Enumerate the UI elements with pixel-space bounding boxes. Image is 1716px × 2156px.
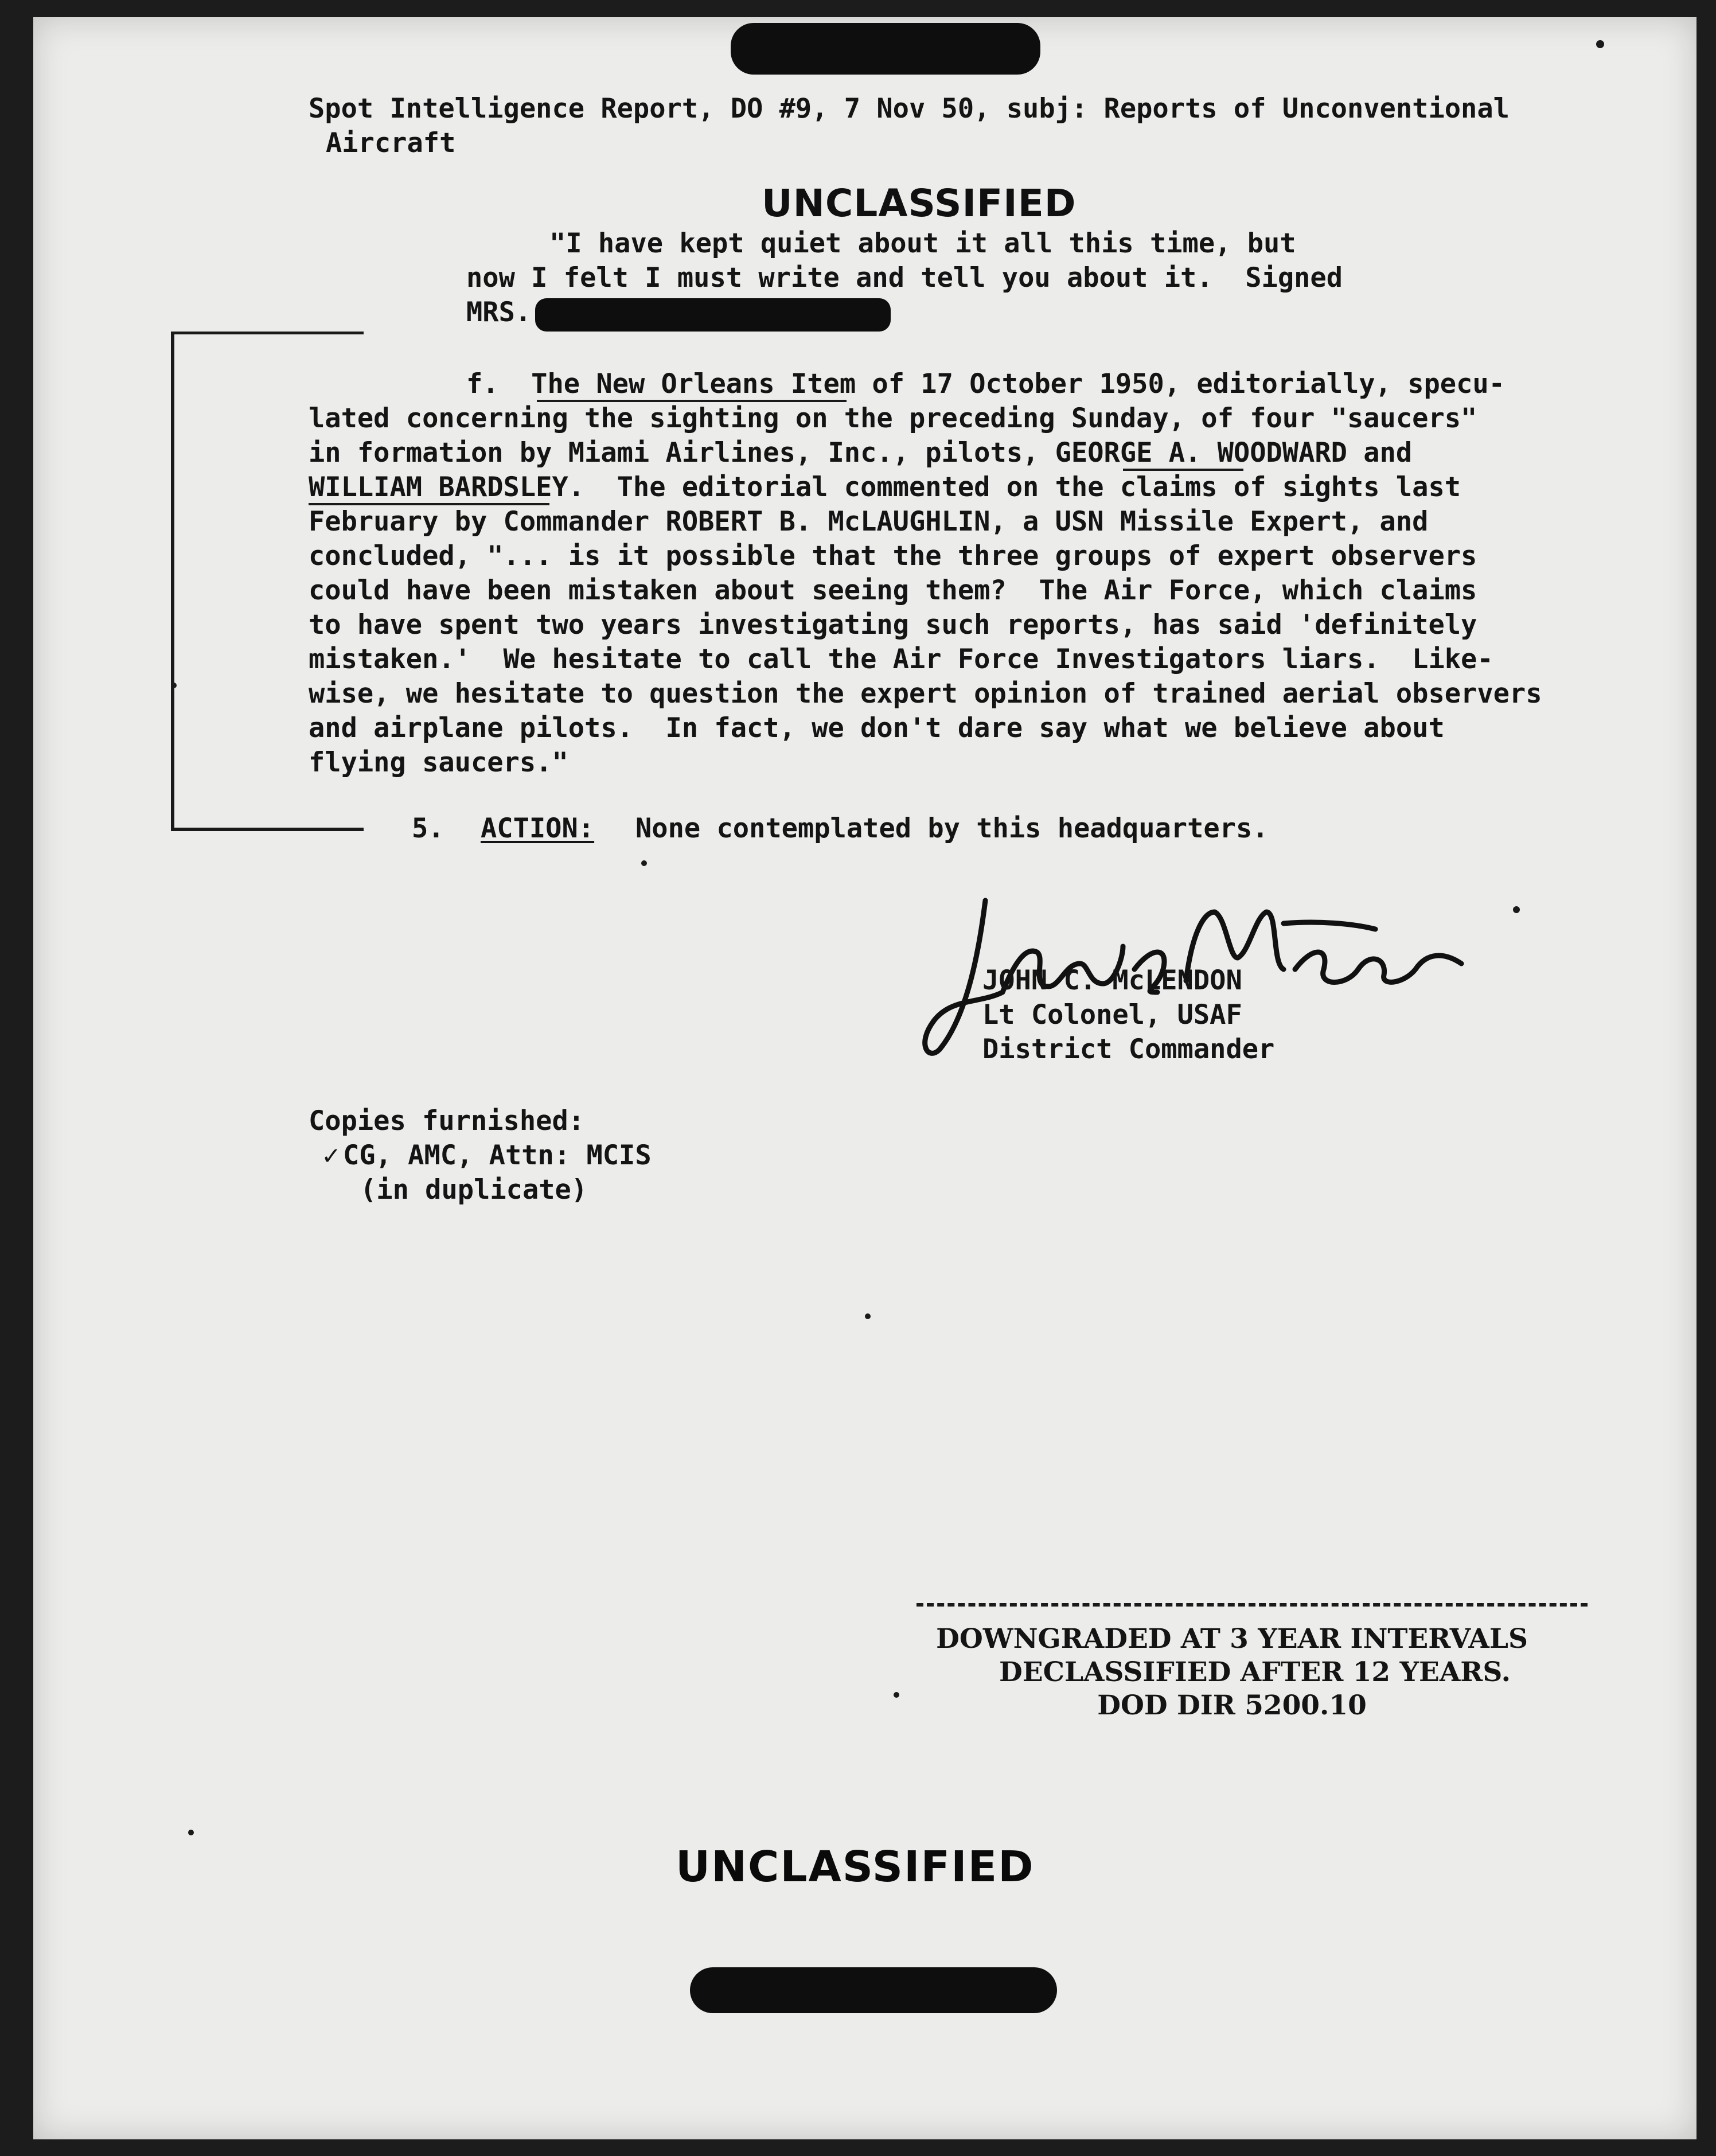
signer-rank: Lt Colonel, USAF — [982, 999, 1242, 1031]
scan-speck — [171, 683, 177, 688]
quote-line-2: now I felt I must write and tell you about it. Signed — [466, 262, 1343, 294]
declass-line-2: DECLASSIFIED AFTER 12 YEARS. — [999, 1656, 1511, 1688]
paragraph-line: concluded, "... is it possible that the three groups of expert observers — [309, 540, 1477, 572]
signer-title: District Commander — [982, 1034, 1275, 1065]
scan-speck — [1513, 906, 1520, 913]
quote-line-3: MRS. — [466, 297, 532, 328]
paragraph-line: flying saucers." — [309, 747, 568, 778]
action-label: ACTION: — [481, 813, 595, 844]
copies-heading: Copies furnished: — [309, 1105, 585, 1137]
paragraph-line: f. The New Orleans Item of 17 October 1950, editorially, specu- — [466, 368, 1505, 400]
declass-line-3: DOD DIR 5200.10 — [1097, 1690, 1367, 1721]
unclassified-stamp-top: UNCLASSIFIED — [762, 181, 1077, 225]
paragraph-line: wise, we hesitate to question the expert opinion of trained aerial observers — [309, 678, 1542, 709]
paragraph-line: could have been mistaken about seeing them? The Air Force, which claims — [309, 575, 1477, 606]
copies-line-2: (in duplicate) — [360, 1174, 588, 1206]
declass-line-1: DOWNGRADED AT 3 YEAR INTERVALS — [936, 1623, 1528, 1655]
action-number: 5. — [412, 813, 444, 844]
unclassified-stamp-bottom: UNCLASSIFIED — [676, 1842, 1035, 1892]
scan-speck — [894, 1692, 899, 1698]
paragraph-line: WILLIAM BARDSLEY. The editorial commented on the claims of sights last — [309, 471, 1461, 503]
underline-pilot-name — [1123, 469, 1243, 471]
action-text: None contemplated by this headquarters. — [635, 813, 1269, 844]
paragraph-line: in formation by Miami Airlines, Inc., pilots, GEORGE A. WOODWARD and — [309, 437, 1413, 469]
paragraph-line: lated concerning the sighting on the preceding Sunday, of four "saucers" — [309, 403, 1477, 434]
paragraph-line: mistaken.' We hesitate to call the Air Force Investigators liars. Like- — [309, 644, 1493, 675]
redaction-signer-name — [535, 298, 891, 332]
check-mark: ✓ — [323, 1140, 340, 1171]
scan-speck — [865, 1313, 871, 1319]
report-header-line-1: Spot Intelligence Report, DO #9, 7 Nov 50, subj: Reports of Unconventional — [309, 93, 1510, 124]
underline-pilot-name-2 — [309, 503, 549, 505]
paragraph-line: and airplane pilots. In fact, we don't dare say what we believe about — [309, 712, 1445, 744]
document-page — [33, 17, 1696, 2139]
redaction-bar-bottom — [690, 1967, 1057, 2013]
quote-line-1: "I have kept quiet about it all this time, but — [549, 228, 1296, 259]
redaction-bar-top — [731, 23, 1040, 75]
scan-speck — [188, 1830, 194, 1835]
paragraph-line: February by Commander ROBERT B. McLAUGHLIN, a USN Missile Expert, and — [309, 506, 1429, 537]
copies-line-1: CG, AMC, Attn: MCIS — [343, 1140, 652, 1171]
report-header-line-2: Aircraft — [326, 127, 456, 159]
signer-name: JOHN C. McLENDON — [982, 965, 1242, 996]
scan-speck — [1596, 40, 1604, 48]
scan-speck — [641, 860, 647, 866]
declass-rule — [916, 1603, 1588, 1607]
underline-newspaper — [537, 400, 847, 402]
paragraph-line: to have spent two years investigating such reports, has said 'definitely — [309, 609, 1477, 641]
